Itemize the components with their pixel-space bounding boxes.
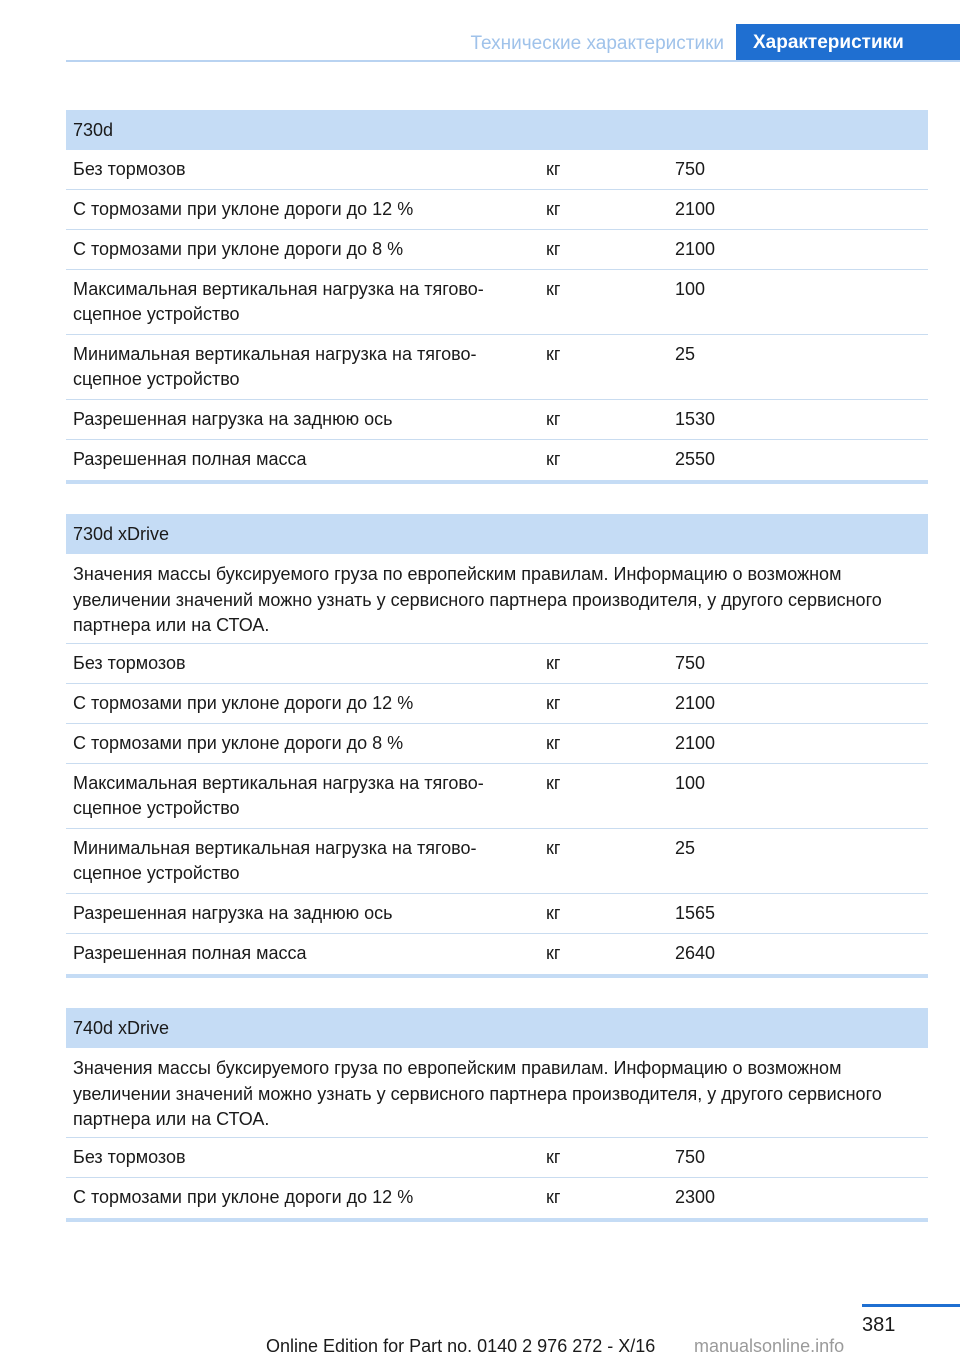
table-row: [66, 1138, 928, 1178]
footer-edition-text: Online Edition for Part no. 0140 2 976 272 - X/16: [266, 1336, 656, 1356]
row-unit: кг: [546, 344, 561, 364]
spec-table-730d-xdrive: [66, 514, 928, 978]
row-value: 100: [675, 279, 706, 299]
table-row: [66, 764, 928, 829]
row-value: 25: [675, 838, 696, 858]
table-row: [66, 724, 928, 764]
spec-table-730d: [66, 110, 928, 484]
row-unit: кг: [546, 239, 561, 259]
row-value: 1565: [675, 903, 716, 923]
table-row: [66, 335, 928, 400]
header-divider: [66, 60, 960, 62]
row-unit: кг: [546, 199, 561, 219]
row-unit: кг: [546, 693, 561, 713]
table-row: [66, 934, 928, 974]
row-unit: кг: [546, 279, 561, 299]
row-label: Максимальная вертикальная нагрузка на тягово-сцепное устройство: [73, 773, 484, 818]
row-label: С тормозами при уклоне дороги до 12 %: [73, 199, 414, 219]
spec-table-740d-xdrive: [66, 1008, 928, 1222]
row-unit: кг: [546, 1147, 561, 1167]
table-row: [66, 270, 928, 335]
row-value: 750: [675, 1147, 706, 1167]
table-bottom-rule: [66, 974, 928, 978]
watermark: manualsonline.info: [694, 1336, 845, 1356]
table-row: [66, 400, 928, 440]
row-value: 2100: [675, 693, 716, 713]
header-chapter-tab: Характеристики: [736, 24, 960, 62]
row-unit: кг: [546, 838, 561, 858]
table-title: 730d: [66, 110, 928, 150]
table-row: [66, 190, 928, 230]
row-value: 2100: [675, 239, 716, 259]
row-value: 750: [675, 653, 706, 673]
row-unit: кг: [546, 733, 561, 753]
row-unit: кг: [546, 409, 561, 429]
table-bottom-rule: [66, 1218, 928, 1222]
row-label: Разрешенная полная масса: [73, 449, 307, 469]
row-unit: кг: [546, 159, 561, 179]
row-unit: кг: [546, 943, 561, 963]
table-row: [66, 829, 928, 894]
table-row: [66, 684, 928, 724]
row-label: С тормозами при уклоне дороги до 12 %: [73, 1187, 414, 1207]
row-label: Разрешенная полная масса: [73, 943, 307, 963]
table-note: Значения массы буксируемого груза по европейским правилам. Информацию о возможном увеличении значений можно узнать у сервисного партнера производителя, у другого сервисного партнера или на СТОА.: [66, 554, 928, 644]
row-unit: кг: [546, 1187, 561, 1207]
row-label: Без тормозов: [73, 159, 186, 179]
row-label: Разрешенная нагрузка на заднюю ось: [73, 409, 393, 429]
row-label: Минимальная вертикальная нагрузка на тягово-сцепное устройство: [73, 838, 477, 883]
row-label: С тормозами при уклоне дороги до 12 %: [73, 693, 414, 713]
row-value: 2300: [675, 1187, 716, 1207]
row-label: Без тормозов: [73, 1147, 186, 1167]
row-value: 25: [675, 344, 696, 364]
row-unit: кг: [546, 653, 561, 673]
table-row: [66, 230, 928, 270]
table-note: Значения массы буксируемого груза по европейским правилам. Информацию о возможном увеличении значений можно узнать у сервисного партнера производителя, у другого сервисного партнера или на СТОА.: [66, 1048, 928, 1138]
table-row: [66, 1178, 928, 1218]
table-title: 740d xDrive: [66, 1008, 928, 1048]
row-value: 2100: [675, 733, 716, 753]
row-value: 750: [675, 159, 706, 179]
row-value: 100: [675, 773, 706, 793]
table-row: [66, 150, 928, 190]
page-number: 381: [862, 1314, 896, 1336]
row-label: Минимальная вертикальная нагрузка на тягово-сцепное устройство: [73, 344, 477, 389]
row-value: 2640: [675, 943, 716, 963]
row-value: 1530: [675, 409, 716, 429]
row-label: С тормозами при уклоне дороги до 8 %: [73, 733, 404, 753]
table-bottom-rule: [66, 480, 928, 484]
row-unit: кг: [546, 903, 561, 923]
table-row: [66, 644, 928, 684]
table-title: 730d xDrive: [66, 514, 928, 554]
row-label: С тормозами при уклоне дороги до 8 %: [73, 239, 404, 259]
table-row: [66, 894, 928, 934]
row-unit: кг: [546, 773, 561, 793]
row-value: 2100: [675, 199, 716, 219]
row-value: 2550: [675, 449, 716, 469]
row-label: Без тормозов: [73, 653, 186, 673]
table-row: [66, 440, 928, 480]
row-label: Максимальная вертикальная нагрузка на тягово-сцепное устройство: [73, 279, 484, 324]
row-label: Разрешенная нагрузка на заднюю ось: [73, 903, 393, 923]
row-unit: кг: [546, 449, 561, 469]
footer-accent-line: [862, 1304, 960, 1307]
header-section-title: Технические характеристики: [470, 33, 724, 54]
